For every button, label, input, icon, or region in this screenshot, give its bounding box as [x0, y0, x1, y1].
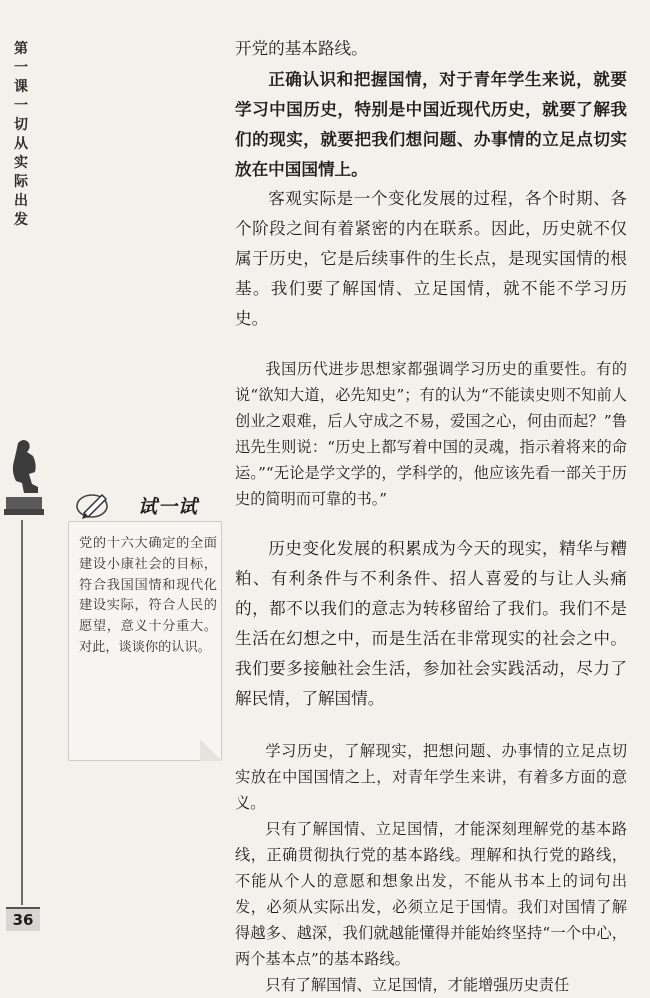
paragraph: 客观实际是一个变化发展的过程，各个时期、各个阶段之间有着紧密的内在联系。因此，历史就不仅属于历史，它是后续事件的生长点，是现实国情的根基。我们要了解国情、立足国情，就不能不学习历史。 — [235, 189, 627, 328]
try-it-text: 党的十六大确定的全面建设小康社会的目标，符合我国国情和现代化建设实际，符合人民的愿望，意义十分重大。对此，谈谈你的认识。 — [79, 536, 217, 655]
try-it-panel — [68, 521, 222, 761]
try-it-box — [66, 485, 224, 769]
key-point-paragraph: 正确认识和把握国情，对于青年学生来说，就要学习中国历史，特别是中国近现代历史，就要了解我们的现实，就要把我们想问题、办事情的立足点切实放在中国国情上。 — [235, 69, 627, 179]
quote-paragraph: 我国历代进步思想家都强调学习历史的重要性。有的说“欲知大道，必先知史”；有的认为“不能读史则不知前人创业之艰难，后人守成之不易，爱国之心，何由而起？”鲁迅先生则说：“历史上都写着中国的灵魂，指示着将来的命运。”“无论是学文学的，学科学的，他应该先看一部关于历史的简明而可靠的书。” — [235, 360, 627, 508]
chapter-side-title: 第一课 一切从实际出发 — [14, 41, 28, 228]
margin-rule — [21, 520, 23, 905]
explanation-paragraph: 学习历史，了解现实，把想问题、办事情的立足点切实放在中国国情之上，对青年学生来讲，有着多方面的意义。 — [235, 742, 627, 812]
main-text — [235, 34, 627, 998]
paragraph: 历史变化发展的积累成为今天的现实，精华与糟粕、有利条件与不利条件、招人喜爱的与让人头痛的，都不以我们的意志为转移留给了我们。我们不是生活在幻想之中，而是生活在非常现实的社会之中。我们要多接触社会生活，参加社会实践活动，尽力了解民情，了解国情。 — [235, 539, 627, 708]
try-it-header — [76, 489, 220, 519]
page-curl-icon — [200, 739, 222, 761]
page-number: 36 — [6, 907, 40, 931]
explanation-paragraph: 只有了解国情、立足国情，才能增强历史责任 — [265, 976, 570, 994]
left-rail — [0, 0, 40, 967]
thinker-statue-icon — [4, 435, 44, 515]
pen-icon — [76, 489, 112, 519]
explanation-paragraph: 只有了解国情、立足国情，才能深刻理解党的基本路线，正确贯彻执行党的基本路线。理解和执行党的路线，不能从个人的意愿和想象出发，不能从书本上的词句出发，必须从实际出发，必须立足于国情。我们对国情了解得越多、越深，我们就越能懂得并能始终坚持“一个中心，两个基本点”的基本路线。 — [235, 820, 627, 968]
try-it-title: 试一试 — [138, 496, 199, 518]
paragraph: 开党的基本路线。 — [235, 39, 368, 58]
